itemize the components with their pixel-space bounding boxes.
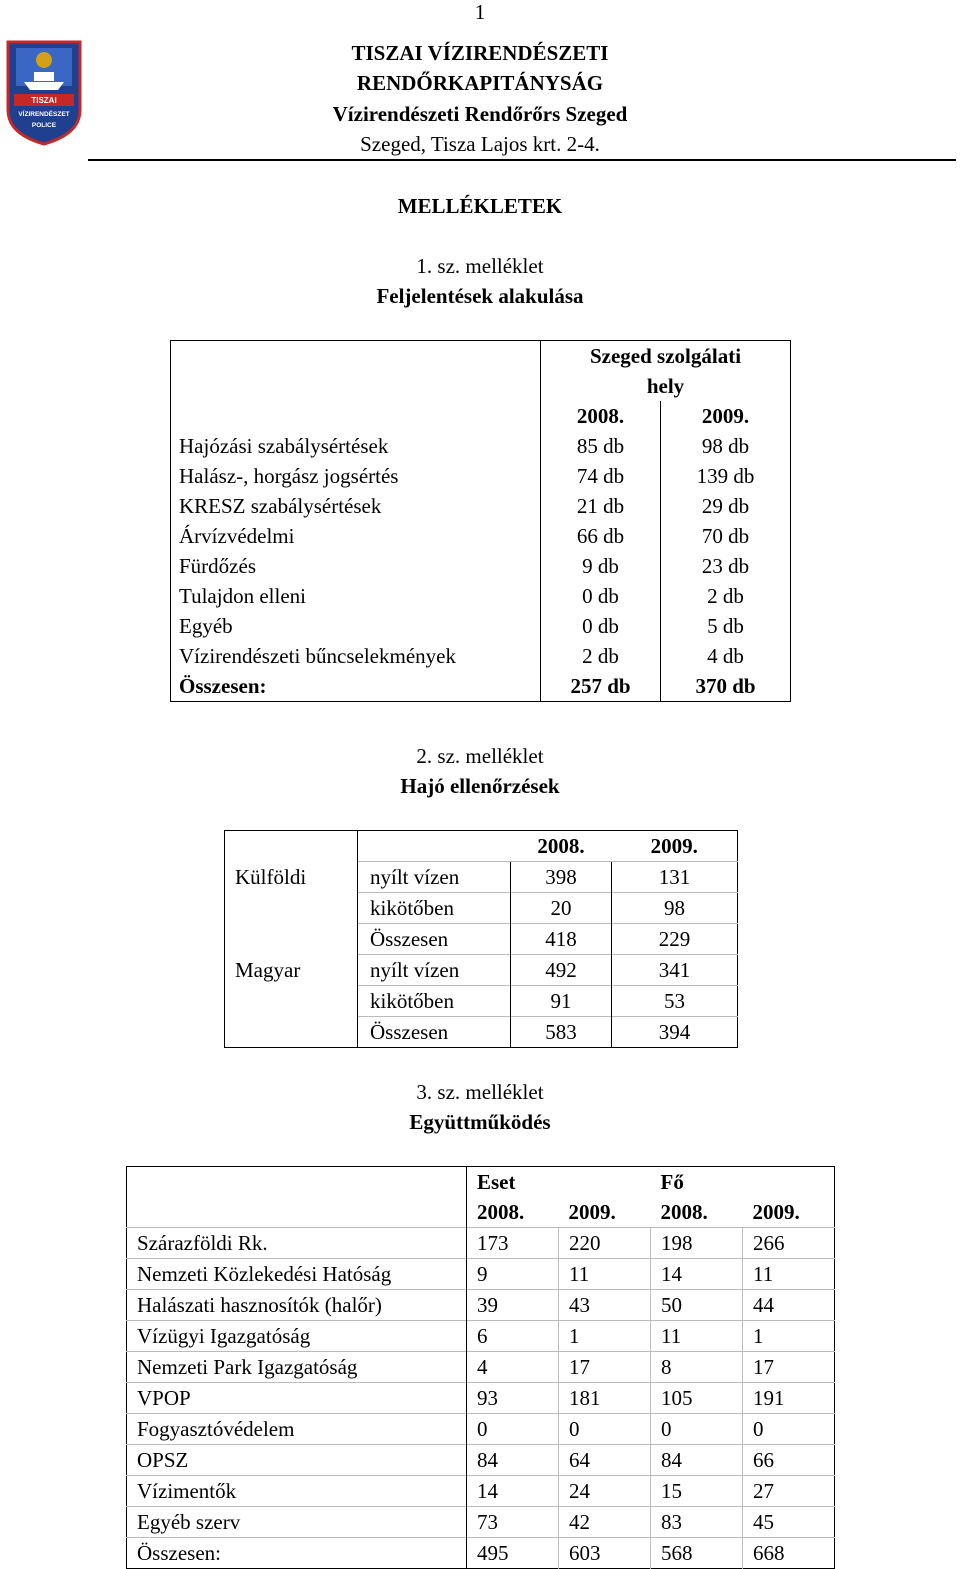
table-row: [171, 491, 791, 521]
cell: 4: [467, 1352, 559, 1383]
group-label: Külföldi: [235, 864, 307, 889]
row-label: KRESZ szabálysértések: [171, 491, 541, 521]
cell: 14: [467, 1476, 559, 1507]
cell: 229: [612, 924, 738, 955]
table-row: [171, 581, 791, 611]
logo-text-1: TISZAI: [31, 96, 57, 105]
annex2-title: Hajó ellenőrzések: [400, 774, 560, 798]
year-header: 2008.: [537, 834, 585, 858]
row-label: Szárazföldi Rk.: [127, 1228, 467, 1259]
cell: 6: [467, 1321, 559, 1352]
year-header: 2009.: [650, 834, 698, 858]
table-row: [225, 862, 738, 893]
cell: 495: [467, 1538, 559, 1569]
cell: 23 db: [701, 554, 750, 578]
cell: 21 db: [541, 491, 661, 521]
annex1-label: 1. sz. melléklet: [416, 254, 544, 278]
cell: 181: [559, 1383, 651, 1414]
cell: 131: [612, 862, 738, 893]
table-row: [127, 1321, 835, 1352]
cell: 341: [612, 955, 738, 986]
row-label: Árvízvédelmi: [171, 521, 541, 551]
cell: 198: [651, 1228, 743, 1259]
total-row: [171, 671, 791, 702]
row-label: Vízimentők: [127, 1476, 467, 1507]
cell: 20: [511, 893, 612, 924]
cell: 50: [651, 1290, 743, 1321]
cell: 492: [511, 955, 612, 986]
row-label: Nemzeti Park Igazgatóság: [127, 1352, 467, 1383]
group-header-fo: Fő: [660, 1170, 684, 1194]
row-label: Összesen: [358, 924, 511, 955]
year-header: 2009.: [701, 404, 750, 428]
cell: 66: [743, 1445, 835, 1476]
cell: 0: [651, 1414, 743, 1445]
complaints-table: [170, 340, 791, 702]
cell: 139 db: [696, 464, 755, 488]
cell: 66 db: [541, 521, 661, 551]
header-line-3: Vízirendészeti Rendőrőrs Szeged: [332, 102, 628, 126]
row-label: Vízügyi Igazgatóság: [127, 1321, 467, 1352]
cell: 603: [559, 1538, 651, 1569]
table-row: [127, 1352, 835, 1383]
cell: 15: [651, 1476, 743, 1507]
table-row: [127, 1383, 835, 1414]
year-header-row: [171, 401, 791, 431]
table-row: [127, 1414, 835, 1445]
table-row: [127, 1290, 835, 1321]
cell: 220: [559, 1228, 651, 1259]
logo-text-2: VÍZIRENDÉSZET: [18, 111, 70, 118]
cell: 5 db: [707, 614, 744, 638]
table-row: [127, 1445, 835, 1476]
cell: 83: [651, 1507, 743, 1538]
header-divider: [88, 159, 956, 161]
group-label: Magyar: [235, 957, 301, 982]
cell: 53: [612, 986, 738, 1017]
row-label: Tulajdon elleni: [171, 581, 541, 611]
row-label: Vízirendészeti bűncselekmények: [171, 641, 541, 671]
cell: 0 db: [541, 581, 661, 611]
cell: 39: [467, 1290, 559, 1321]
header-line-1: TISZAI VÍZIRENDÉSZETI: [351, 41, 609, 65]
page-title: MELLÉKLETEK: [397, 194, 563, 218]
cell: 0: [743, 1414, 835, 1445]
row-label: Összesen: [358, 1017, 511, 1048]
group-header-eset: Eset: [477, 1170, 516, 1194]
year-header-row: [225, 831, 738, 862]
row-label: nyílt vízen: [358, 955, 511, 986]
annex3-title: Együttműködés: [409, 1110, 551, 1134]
cell: 27: [743, 1476, 835, 1507]
cell: 1: [743, 1321, 835, 1352]
year-header: 2009.: [568, 1200, 616, 1224]
table-row: [127, 1228, 835, 1259]
table-row: [225, 955, 738, 986]
row-label: Hajózási szabálysértések: [171, 431, 541, 461]
cell: 4 db: [707, 644, 744, 668]
table-row: [171, 551, 791, 581]
cell: 24: [559, 1476, 651, 1507]
cell: 44: [743, 1290, 835, 1321]
group-header-row: [127, 1167, 835, 1198]
cell: 568: [651, 1538, 743, 1569]
cell: 93: [467, 1383, 559, 1414]
cell: 9 db: [541, 551, 661, 581]
cell: 398: [511, 862, 612, 893]
cell: 17: [743, 1352, 835, 1383]
cell: 43: [559, 1290, 651, 1321]
year-header: 2009.: [752, 1200, 800, 1224]
row-label: Fürdőzés: [171, 551, 541, 581]
annex1-title: Feljelentések alakulása: [376, 284, 584, 308]
table-header-row: [171, 341, 791, 402]
cell: 8: [651, 1352, 743, 1383]
cell: 0 db: [541, 611, 661, 641]
cell: 191: [743, 1383, 835, 1414]
cell: 11: [651, 1321, 743, 1352]
group-header: Szeged szolgálati hely: [589, 344, 742, 398]
cell: 74 db: [541, 461, 661, 491]
cell: 105: [651, 1383, 743, 1414]
cell: 0: [559, 1414, 651, 1445]
cell: 257 db: [541, 671, 661, 702]
logo-text-3: POLICE: [31, 122, 57, 129]
row-label: Egyéb szerv: [127, 1507, 467, 1538]
cell: 668: [743, 1538, 835, 1569]
cooperation-table: [126, 1166, 835, 1569]
table-row: [171, 431, 791, 461]
table-row: [171, 461, 791, 491]
row-label: Egyéb: [171, 611, 541, 641]
cell: 418: [511, 924, 612, 955]
cell: 98 db: [701, 434, 750, 458]
header-line-4: Szeged, Tisza Lajos krt. 2-4.: [360, 132, 600, 156]
annex2-label: 2. sz. melléklet: [416, 744, 544, 768]
cell: 42: [559, 1507, 651, 1538]
cell: 394: [612, 1017, 738, 1048]
year-header: 2008.: [541, 401, 661, 431]
cell: 2 db: [541, 641, 661, 671]
table-row: [127, 1538, 835, 1569]
cell: 14: [651, 1259, 743, 1290]
cell: 73: [467, 1507, 559, 1538]
row-label: OPSZ: [127, 1445, 467, 1476]
table-row: [127, 1259, 835, 1290]
year-header: 2008.: [660, 1200, 708, 1224]
cell: 84: [651, 1445, 743, 1476]
cell: 1: [559, 1321, 651, 1352]
cell: 2 db: [707, 584, 744, 608]
ship-inspections-table: [224, 830, 738, 1048]
cell: 9: [467, 1259, 559, 1290]
cell: 64: [559, 1445, 651, 1476]
cell: 0: [467, 1414, 559, 1445]
table-row: [127, 1476, 835, 1507]
row-label: nyílt vízen: [358, 862, 511, 893]
cell: 583: [511, 1017, 612, 1048]
cell: 173: [467, 1228, 559, 1259]
table-row: [171, 611, 791, 641]
table-row: [171, 641, 791, 671]
cell: 84: [467, 1445, 559, 1476]
row-label: Halász-, horgász jogsértés: [171, 461, 541, 491]
page-number: 1: [474, 0, 486, 24]
cell: 266: [743, 1228, 835, 1259]
row-label: Fogyasztóvédelem: [127, 1414, 467, 1445]
table-row: [127, 1507, 835, 1538]
row-label: Összesen:: [171, 671, 541, 702]
row-label: kikötőben: [358, 986, 511, 1017]
table-row: [171, 521, 791, 551]
cell: 70 db: [701, 524, 750, 548]
header-line-2: RENDŐRKAPITÁNYSÁG: [356, 71, 604, 95]
cell: 11: [559, 1259, 651, 1290]
cell: 98: [612, 893, 738, 924]
cell: 17: [559, 1352, 651, 1383]
row-label: kikötőben: [358, 893, 511, 924]
cell: 370 db: [695, 674, 756, 698]
cell: 91: [511, 986, 612, 1017]
cell: 11: [743, 1259, 835, 1290]
cell: 85 db: [541, 431, 661, 461]
annex3-label: 3. sz. melléklet: [416, 1080, 544, 1104]
cell: 45: [743, 1507, 835, 1538]
row-label: Összesen:: [127, 1538, 467, 1569]
year-header: 2008.: [477, 1200, 525, 1224]
cell: 29 db: [701, 494, 750, 518]
row-label: Nemzeti Közlekedési Hatóság: [127, 1259, 467, 1290]
row-label: VPOP: [127, 1383, 467, 1414]
row-label: Halászati hasznosítók (halőr): [127, 1290, 467, 1321]
